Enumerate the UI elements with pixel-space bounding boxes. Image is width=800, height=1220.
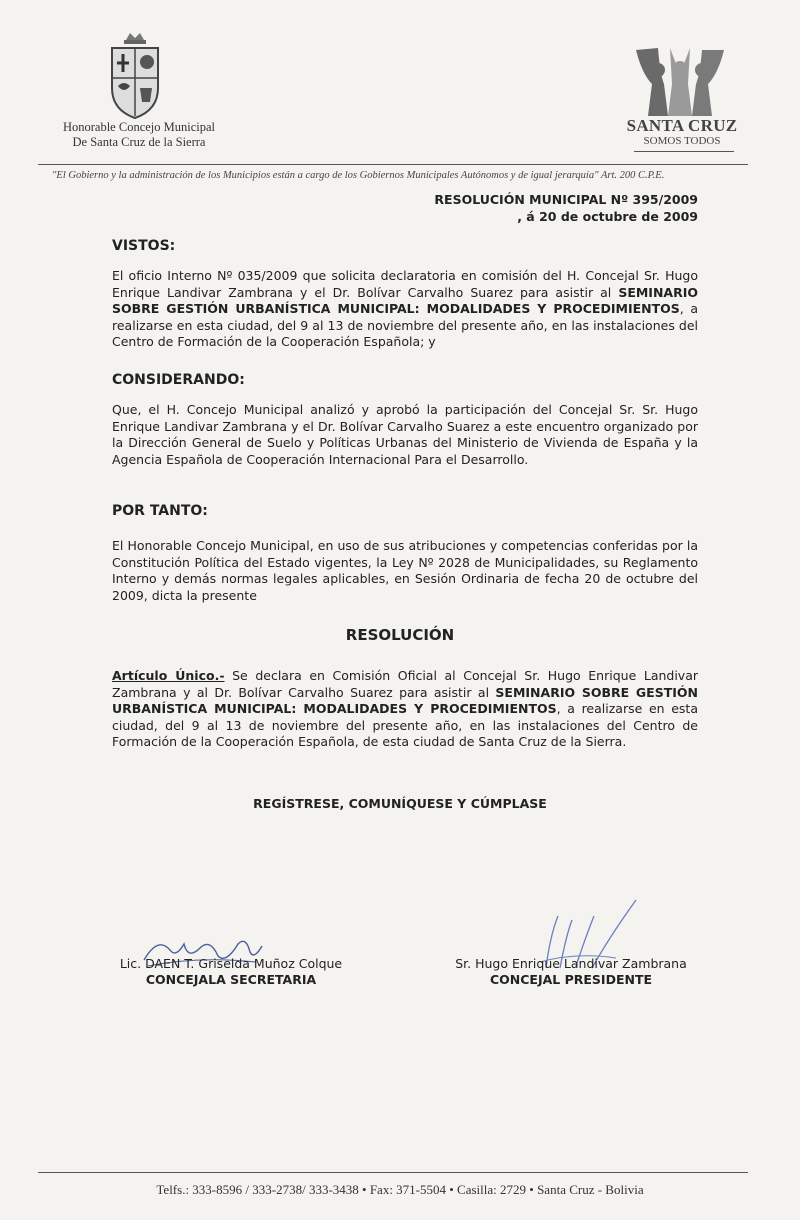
brand-name: SANTA CRUZ: [626, 116, 738, 135]
article-label: Artículo Único.-: [112, 668, 225, 683]
resolution-title: RESOLUCIÓN: [345, 626, 455, 644]
vistos-seminar-title: SEMINARIO SOBRE GESTIÓN URBANÍSTICA MUNICIPAL: MODALIDADES Y PROCEDIMIENTOS: [112, 284, 698, 316]
signature-2-role: CONCEJAL PRESIDENTE: [489, 972, 653, 987]
closing-formula: REGÍSTRESE, COMUNÍQUESE Y CÚMPLASE: [253, 796, 547, 811]
signature-1-name: Lic. DAEN T. Griselda Muñoz Colque: [119, 956, 343, 971]
vistos-paragraph: [112, 268, 698, 351]
resolution-number: RESOLUCIÓN MUNICIPAL Nº 395/2009: [434, 192, 698, 207]
footer-divider: [38, 1172, 748, 1173]
council-line-1: Honorable Concejo Municipal: [62, 120, 216, 134]
article-text-cont: , a realizarse en esta ciudad, del 9 al 13 de noviembre del presente año, en las instalaciones del Centro de Formación de la Cooperación Española, de esta ciudad de Santa Cruz de la Sierra.: [112, 701, 698, 749]
constitution-quote: "El Gobierno y la administración de los Municipios están a cargo de los Gobiernos Municipales Autónomos y de igual jerarquía" Art. 200 C.P.E.: [52, 170, 665, 181]
footer-contact: Telfs.: 333-8596 / 333-2738/ 333-3438 • Fax: 371-5504 • Casilla: 2729 • Santa Cruz - Bolivia: [156, 1182, 644, 1197]
article-seminar-title: SEMINARIO SOBRE GESTIÓN URBANÍSTICA MUNICIPAL: MODALIDADES Y PROCEDIMIENTOS: [112, 684, 698, 716]
signature-2-name: Sr. Hugo Enrique Landivar Zambrana: [455, 956, 687, 971]
article-text: Se declara en Comisión Oficial al Concejal Sr. Hugo Enrique Landivar Zambrana y al Dr. Bolívar Carvalho Suarez para asistir al: [112, 668, 698, 700]
por-tanto-paragraph: El Honorable Concejo Municipal, en uso de sus atribuciones y competencias conferidas por la Constitución Política del Estado vigentes, la Ley Nº 2028 de Municipalidades, su Reglamento Interno y demás normas legales aplicables, en Sesión Ordinaria de fecha 20 de octubre del 2009, dicta la presente: [112, 538, 698, 603]
considerando-heading: CONSIDERANDO:: [112, 372, 245, 388]
signature-1-role: CONCEJALA SECRETARIA: [145, 972, 317, 987]
resolution-date: , á 20 de octubre de 2009: [517, 209, 698, 224]
vistos-text-cont: , a realizarse en esta ciudad, del 9 al 13 de noviembre del presente año, en las instalaciones del Centro de Formación de la Cooperación Española; y: [112, 301, 698, 349]
vistos-text: El oficio Interno Nº 035/2009 que solicita declaratoria en comisión del H. Concejal Sr. Hugo Enrique Landivar Zambrana y el Dr. Bolívar Carvalho Suarez para asistir al: [112, 268, 698, 300]
header-divider: [38, 164, 748, 165]
brand-divider: [634, 151, 734, 152]
brand-tagline: SOMOS TODOS: [643, 135, 721, 147]
considerando-paragraph: Que, el H. Concejo Municipal analizó y aprobó la participación del Concejal Sr. Sr. Hugo Enrique Landivar Zambrana y el Dr. Bolívar Carvalho Suarez a este encuentro organizado por la Dirección General de Suelo y Políticas Urbanas del Ministerio de Vivienda de España y la Agencia Española de Cooperación Internacional Para el Desarrollo.: [112, 402, 698, 467]
coat-of-arms-icon: [104, 30, 166, 120]
por-tanto-heading: POR TANTO:: [112, 503, 208, 519]
santa-cruz-logo-icon: [630, 44, 730, 118]
council-line-2: De Santa Cruz de la Sierra: [72, 135, 206, 149]
council-name: [40, 120, 238, 150]
resolution-header: [300, 191, 698, 225]
article-paragraph: [112, 668, 698, 751]
vistos-heading: VISTOS:: [112, 238, 176, 254]
